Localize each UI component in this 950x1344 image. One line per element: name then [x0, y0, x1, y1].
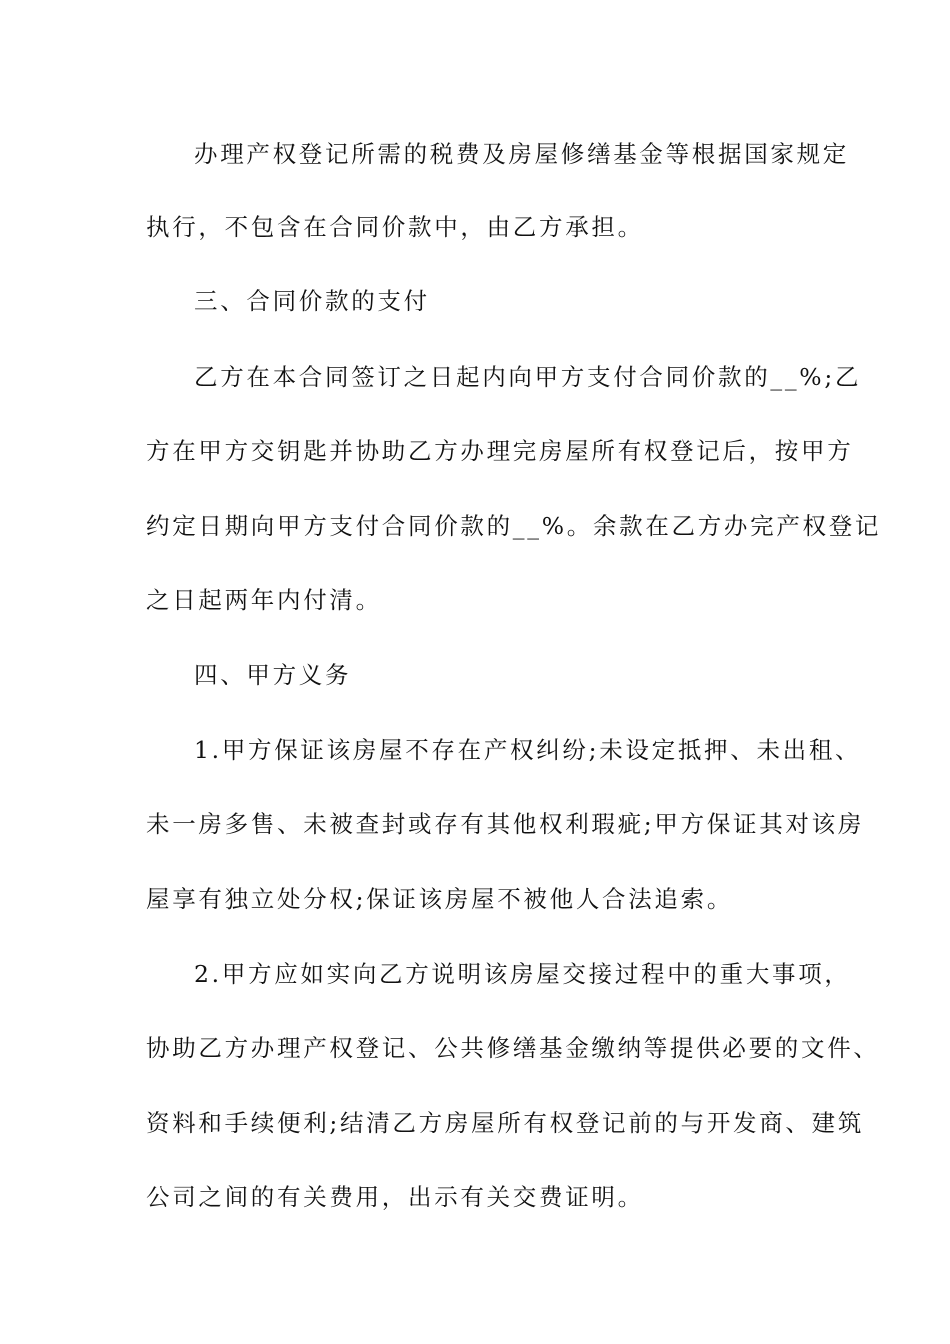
clause-2-line-2: 协助乙方办理产权登记、公共修缮基金缴纳等提供必要的文件、 — [146, 1034, 880, 1062]
clause-1-line-2: 未一房多售、未被查封或存有其他权利瑕疵;甲方保证其对该房 — [146, 810, 865, 838]
clause-2-line-3: 资料和手续便利;结清乙方房屋所有权登记前的与开发商、建筑 — [146, 1109, 865, 1137]
clause-1-line-1: 1.甲方保证该房屋不存在产权纠纷;未设定抵押、未出租、 — [194, 736, 862, 764]
clause-2-line-4: 公司之间的有关费用，出示有关交费证明。 — [146, 1183, 644, 1211]
paragraph-1-line-1: 办理产权登记所需的税费及房屋修缮基金等根据国家规定 — [194, 140, 849, 168]
paragraph-2-line-3: 约定日期向甲方支付合同价款的__%。余款在乙方办完产权登记 — [146, 512, 882, 540]
paragraph-2-line-4: 之日起两年内付清。 — [146, 586, 382, 614]
paragraph-2-line-1: 乙方在本合同签订之日起内向甲方支付合同价款的__%;乙 — [194, 363, 862, 391]
clause-1-line-3: 屋享有独立处分权;保证该房屋不被他人合法追索。 — [146, 885, 734, 913]
clause-2-line-1: 2.甲方应如实向乙方说明该房屋交接过程中的重大事项， — [194, 960, 851, 988]
section-heading-payment: 三、合同价款的支付 — [194, 287, 430, 315]
paragraph-2-line-2: 方在甲方交钥匙并协助乙方办理完房屋所有权登记后，按甲方 — [146, 437, 854, 465]
paragraph-1-line-2: 执行，不包含在合同价款中，由乙方承担。 — [146, 213, 644, 241]
section-heading-party-a-obligations: 四、甲方义务 — [194, 661, 352, 689]
